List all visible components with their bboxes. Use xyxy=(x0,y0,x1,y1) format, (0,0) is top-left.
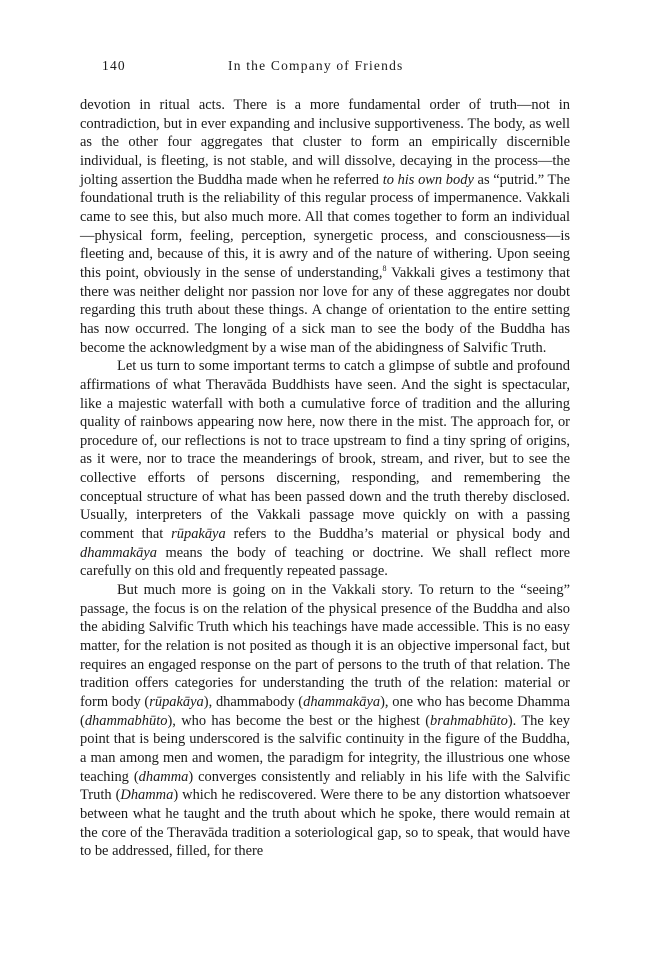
text-segment: devotion in ritual acts. There is a more fundamental order of truth—not in contradiction, but in ever expanding and inclusive supportiveness. The body, as well as the other four aggregates that cluster to form an empirically discernible individual, is fleeting, is not stable, and will dissolve, decaying in the process—the jolting assertion the Buddha made when he referred xyxy=(80,97,570,188)
pali-term: dhammakāya xyxy=(303,694,381,710)
body-text xyxy=(80,96,570,861)
pali-term: dhamma xyxy=(138,768,189,785)
pali-term: rūpakāya xyxy=(171,526,226,543)
running-title: In the Company of Friends xyxy=(228,58,404,73)
text-segment: Vakkali gives a testimony that there was neither delight nor passion nor love for any of these aggregates nor doubt regarding this truth about these things. A change of orientation to the entire setting has now occurred. The longing of a sick man to see the body of the Buddha has become the acknowledgment by a wise man of the abidingness of Salvific Truth. xyxy=(80,264,570,356)
paragraph-3 xyxy=(80,581,570,861)
text-segment: ), dhammabody ( xyxy=(203,694,304,710)
footnote-marker: 8 xyxy=(382,263,387,273)
pali-term: Dhamma xyxy=(120,787,174,804)
running-head xyxy=(102,58,542,78)
text-segment: But much more is going on in the Vakkali story. To return to the “seeing” passage, the focus is on the relation of the physical presence of the Buddha and also the abiding Salvific Truth which his teachings have made accessible. This is no easy matter, for the relation is not posited as though it is an objective impersonal fact, but requires an engaged response on the part of persons to the truth of that relation. The tradition offers categories for understanding the truth of the relation: material or form body ( xyxy=(80,582,570,710)
text-segment: ) which he rediscovered. Were there to be any distortion whatsoever between what he taught and the truth about which he spoke, there would remain at the core of the Theravāda tradition a soteriological gap, so to speak, that would have to be addressed, filled, for there xyxy=(80,787,570,860)
pali-term: rūpakāya xyxy=(149,694,204,710)
paragraph-1 xyxy=(80,96,570,357)
pali-term: dhammabhūto xyxy=(84,712,168,729)
text-segment: refers to the Buddha’s material or physical body and xyxy=(225,526,570,543)
text-segment: ), who has become the best or the highest ( xyxy=(167,712,431,729)
text-segment: ) converges consistently and reliably in his life with the Salvific Truth ( xyxy=(80,768,570,804)
text-segment: ). The key point that is being underscored is the salvific continuity in the figure of the Buddha, a man among men and women, the paradigm for integrity, the illustrious one whose teaching ( xyxy=(80,712,570,785)
page-number: 140 xyxy=(102,58,126,73)
text-segment: ), one who has become Dhamma ( xyxy=(80,694,570,729)
text-segment: means the body of teaching or doctrine. We shall reflect more carefully on this old and frequently repeated passage. xyxy=(80,544,570,580)
italic-phrase: to his own body xyxy=(382,171,474,188)
pali-term: dhammakāya xyxy=(80,544,157,561)
text-segment: Let us turn to some important terms to catch a glimpse of subtle and profound affirmations of what Theravāda Buddhists have seen. And the sight is spectacular, like a majestic waterfall with both a cumulative force of tradition and the alluring quality of rainbows appearing now here, now there in the mist. The approach for, or procedure of, our reflections is not to trace upstream to find a tiny spring of origins, as it were, nor to trace the meanderings of brook, stream, and river, but to see the collective efforts of persons discerning, responding, and remembering the conceptual structure of what has been passed down and the truth thereby disclosed. Usually, interpreters of the Vakkali passage move quickly on with a passing comment that xyxy=(80,358,570,543)
paragraph-2 xyxy=(80,357,570,581)
pali-term: brahmabhūto xyxy=(430,712,508,729)
text-segment: as “putrid.” The foundational truth is the reliability of this regular process of impermanence. Vakkali came to see this, but also much more. All that comes together to form an individual—physical form, feeling, perception, synergetic process, and consciousness—is fleeting and, because of this, it is awry and of the nature of withering. Upon seeing this point, obviously in the sense of understanding, xyxy=(80,171,570,281)
